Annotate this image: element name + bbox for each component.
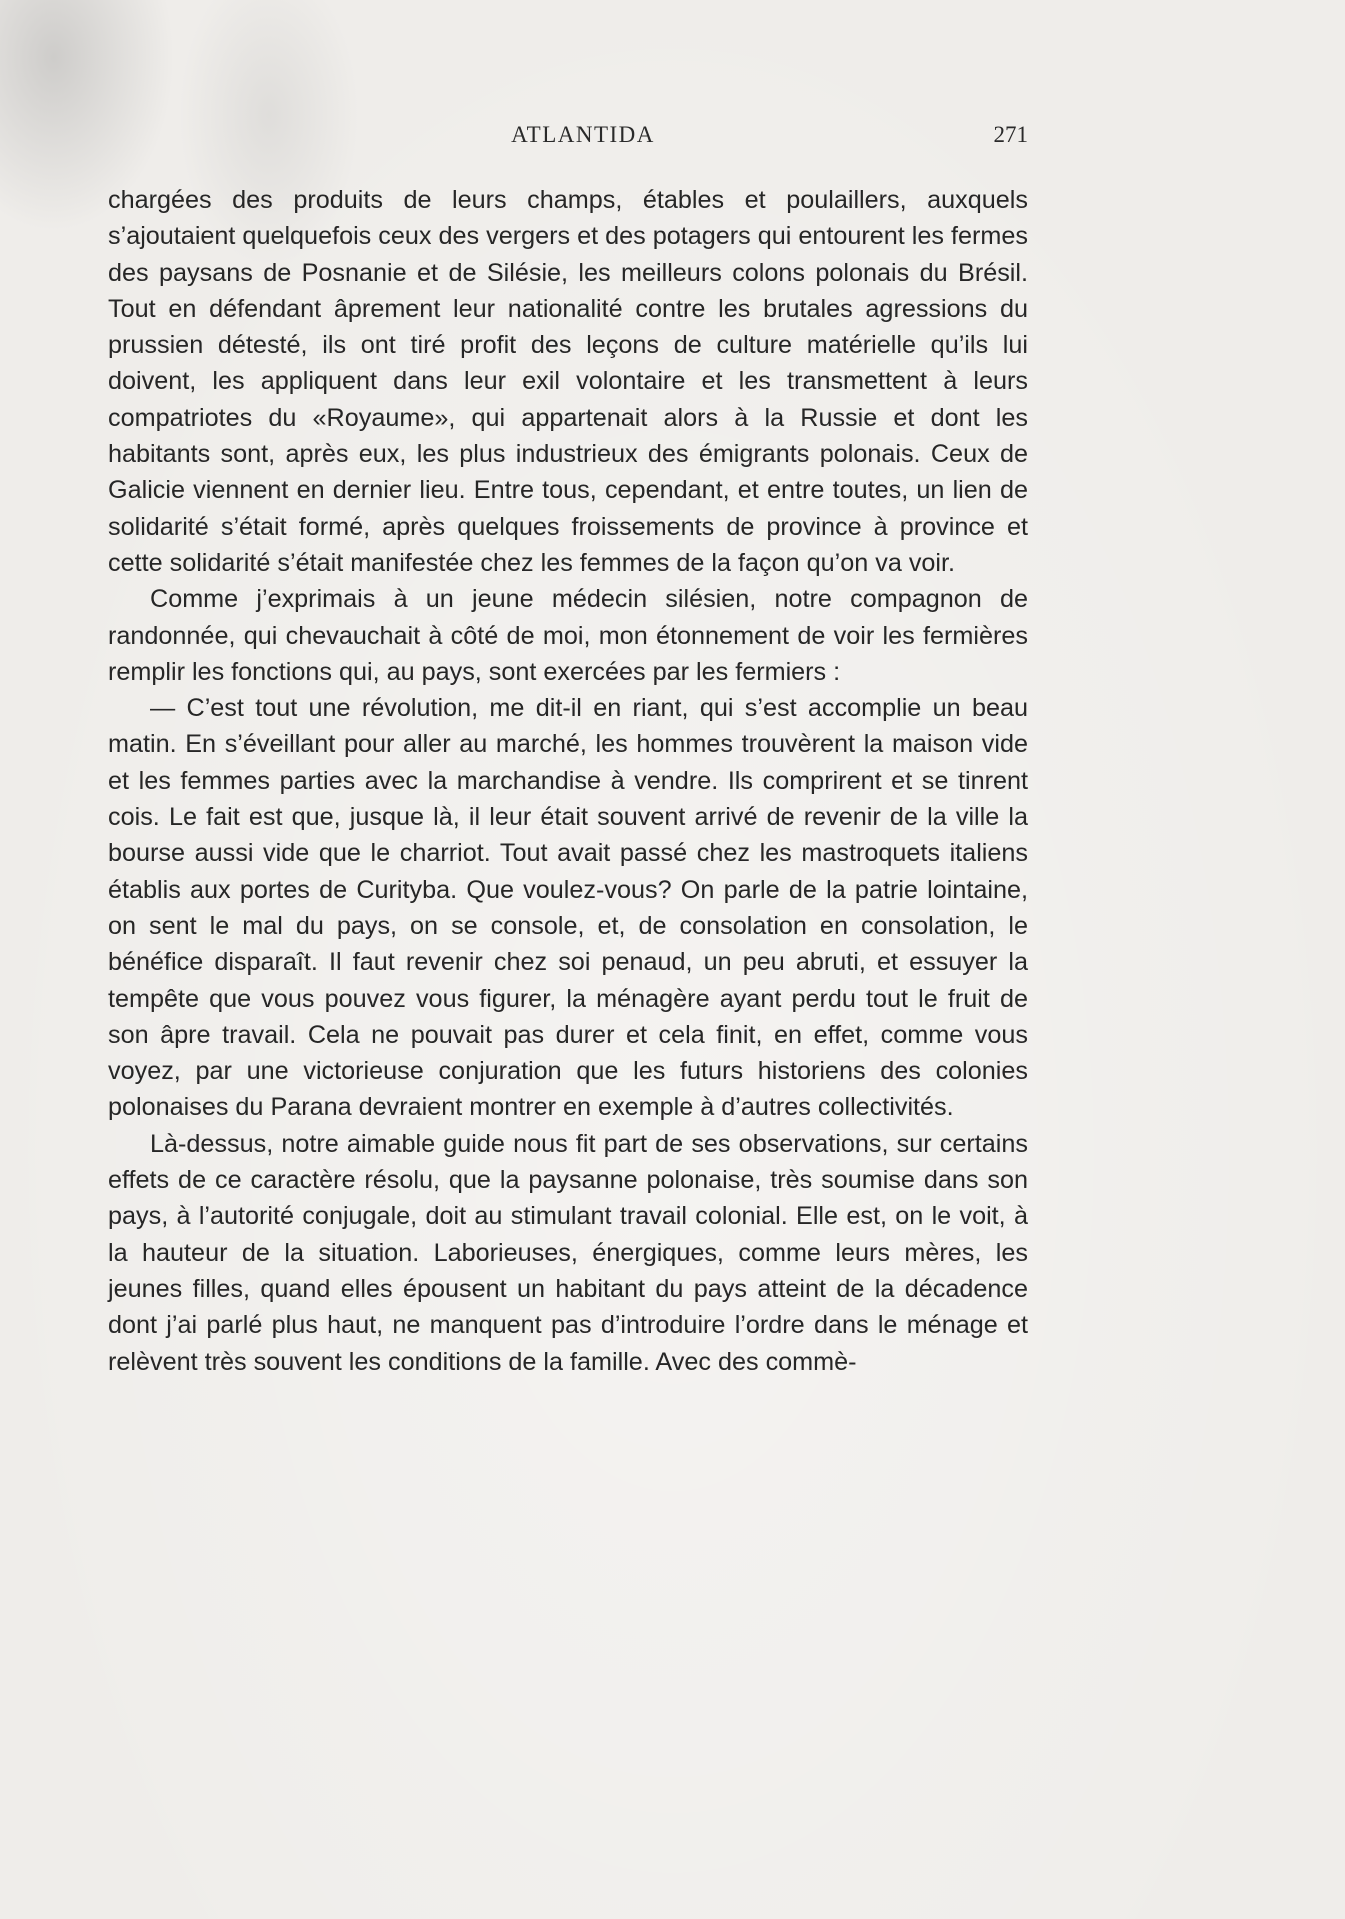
body-text <box>108 182 1028 1380</box>
paragraph-2: Comme j’exprimais à un jeune médecin silésien, notre compagnon de randonnée, qui chevauchait à côté de moi, mon étonnement de voir les fermières remplir les fonctions qui, au pays, sont exercées par les fermiers : <box>108 585 1028 686</box>
paragraph-1: chargées des produits de leurs champs, étables et poulaillers, auxquels s’ajoutaient quelquefois ceux des vergers et des potagers qui entourent les fermes des paysans de Posnanie et de Silésie, les meilleurs colons polonais du Brésil. Tout en défendant âprement leur nationalité contre les brutales agressions du prussien détesté, ils ont tiré profit des leçons de culture matérielle qu’ils lui doivent, les appliquent dans leur exil volontaire et les transmettent à leurs compatriotes du «Royaume», qui appartenait alors à la Russie et dont les habitants sont, après eux, les plus industrieux des émigrants polonais. Ceux de Galicie viennent en dernier lieu. Entre tous, cependant, et entre toutes, un lien de solidarité s’était formé, après quelques froissements de province à province et cette solidarité s’était manifestée chez les femmes de la façon qu’on va voir. <box>108 186 1028 577</box>
page-number: 271 <box>993 122 1028 147</box>
paragraph-3: — C’est tout une révolution, me dit-il en riant, qui s’est accomplie un beau matin. En s’éveillant pour aller au marché, les hommes trouvèrent la maison vide et les femmes parties avec la marchandise à vendre. Ils comprirent et se tinrent cois. Le fait est que, jusque là, il leur était souvent arrivé de revenir de la ville la bourse aussi vide que le charriot. Tout avait passé chez les mastroquets italiens établis aux portes de Curityba. Que voulez-vous? On parle de la patrie lointaine, on sent le mal du pays, on se console, et, de consolation en consolation, le bénéfice disparaît. Il faut revenir chez soi penaud, un peu abruti, et essuyer la tempête que vous pouvez vous figurer, la ménagère ayant perdu tout le fruit de son âpre travail. Cela ne pouvait pas durer et cela finit, en effet, comme vous voyez, par une victorieuse conjuration que les futurs historiens des colonies polonaises du Parana devraient montrer en exemple à d’autres collectivités. <box>108 694 1028 1122</box>
page-header <box>108 122 1028 156</box>
running-title: ATLANTIDA <box>511 122 655 147</box>
paragraph-4: Là-dessus, notre aimable guide nous fit part de ses observations, sur certains effets de ce caractère résolu, que la paysanne polonaise, très soumise dans son pays, à l’autorité conjugale, doit au stimulant travail colonial. Elle est, on le voit, à la hauteur de la situation. Laborieuses, énergiques, comme leurs mères, les jeunes filles, quand elles épousent un habitant du pays atteint de la décadence dont j’ai parlé plus haut, ne manquent pas d’introduire l’ordre dans le ménage et relèvent très souvent les conditions de la famille. Avec des commè- <box>108 1129 1028 1376</box>
